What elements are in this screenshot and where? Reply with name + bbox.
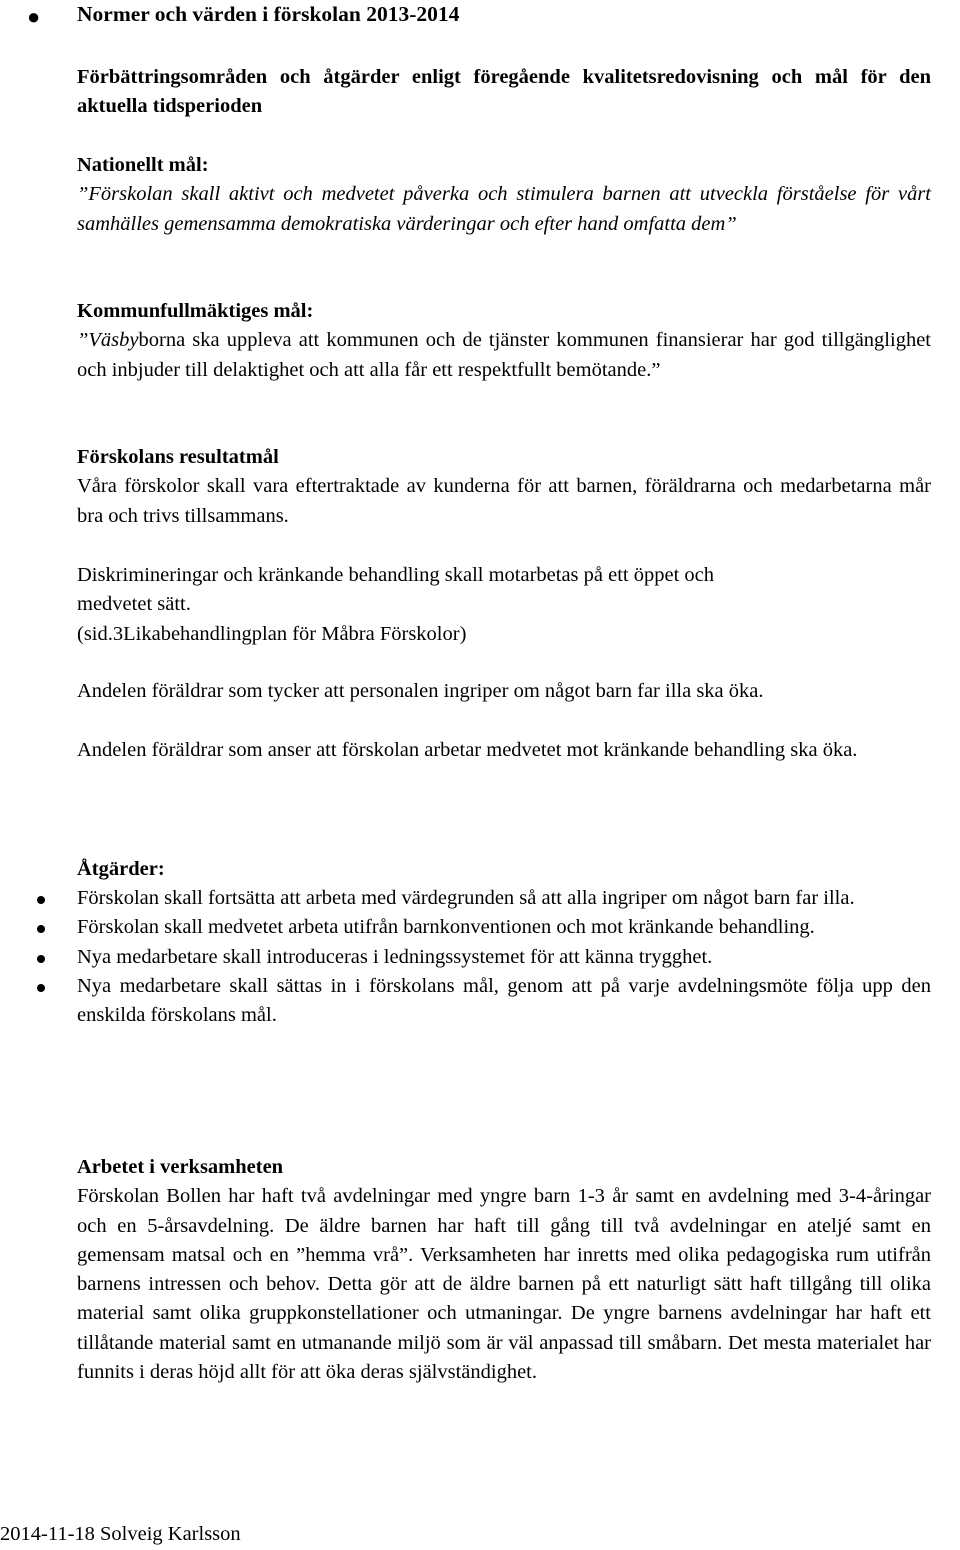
- list-item: [0, 943, 960, 972]
- municipal-goal: [77, 297, 931, 385]
- work-heading: Arbetet i verksamheten: [77, 1156, 284, 1178]
- improvement-heading: Förbättringsområden och åtgärder enligt föregående kvalitetsredovisning och mål för den aktuella tidsperioden: [77, 66, 931, 118]
- title-bullet-icon: ●: [27, 4, 41, 29]
- footer-date-author: 2014-11-18 Solveig Karlsson: [0, 1523, 241, 1545]
- result-goals-p1: Våra förskolor skall vara eftertraktade av kunderna för att barnen, föräldrarna och medarbetarna mår bra och trivs tillsammans.: [77, 475, 931, 527]
- result-goals: [77, 443, 931, 531]
- result-goals-p2-line3: (sid.3Likabehandlingplan för Måbra Förskolor): [77, 622, 467, 645]
- list-item: [0, 913, 960, 942]
- bullet-dot-icon: [37, 896, 45, 904]
- result-goals-p4: Andelen föräldrar som anser att förskolan arbetar medvetet mot kränkande behandling ska öka.: [77, 739, 858, 761]
- action-text: Nya medarbetare skall introduceras i ledningssystemet för att känna trygghet.: [77, 945, 713, 968]
- result-goals-p3: Andelen föräldrar som tycker att personalen ingriper om något barn far illa ska öka.: [77, 680, 764, 702]
- result-goals-p2-line1: Diskrimineringar och kränkande behandling skall motarbetas på ett öppet och: [77, 564, 715, 586]
- work-text: Förskolan Bollen har haft två avdelningar med yngre barn 1-3 år samt en avdelning med 3-4-åringar och en 5-årsavdelning. De äldre barnen har haft till gång till två avdelningar en ateljé samt en gemensam matsal och en ”hemma vrå”. Verksamheten har inretts med olika pedagogiska rum utifrån barnens intressen och behov. Detta gör att de äldre barnen på ett naturligt sätt haft tillgång till olika material samt olika gruppkonstellationer och utmaningar. De yngre barnens avdelningar har haft ett tillåtande material samt en utmanande miljö som är väl anpassad till småbarn. Det mesta materialet har funnits i deras höjd allt för att öka deras självständighet.: [77, 1185, 931, 1384]
- result-goals-p2-line2: medvetet sätt.: [77, 593, 191, 616]
- action-text: Nya medarbetare skall sättas in i förskolans mål, genom att på varje avdelningsmöte följa upp den enskilda förskolans mål.: [77, 974, 931, 1027]
- municipal-goal-label: Kommunfullmäktiges mål:: [77, 300, 314, 322]
- list-item: [0, 884, 960, 913]
- municipal-goal-body: borna ska uppleva att kommunen och de tjänster kommunen finansierar har god tillgänglighet och inbjuder till delaktighet och att alla får ett respektfullt bemötande.”: [77, 329, 931, 381]
- actions-list: [0, 884, 960, 1030]
- list-item: [0, 972, 960, 1031]
- result-goals-heading: Förskolans resultatmål: [77, 446, 279, 468]
- bullet-dot-icon: [37, 925, 45, 933]
- section-title: Normer och värden i förskolan 2013-2014: [77, 2, 460, 26]
- action-text: Förskolan skall fortsätta att arbeta med värdegrunden så att alla ingriper om något barn far illa.: [77, 887, 855, 909]
- national-goal-text: ”Förskolan skall aktivt och medvetet påverka och stimulera barnen att utveckla förståelse för vårt samhälles gemensamma demokratiska värderingar och efter hand omfatta dem”: [77, 183, 931, 235]
- work-section: [77, 1153, 931, 1387]
- actions-heading: Åtgärder:: [77, 858, 165, 880]
- national-goal: [77, 151, 931, 239]
- municipal-goal-italic: ”Väsby: [77, 329, 139, 352]
- result-goals-p2: [77, 561, 931, 649]
- bullet-dot-icon: [37, 955, 45, 963]
- action-text: Förskolan skall medvetet arbeta utifrån barnkonventionen och mot kränkande behandling.: [77, 916, 815, 939]
- bullet-dot-icon: [37, 984, 45, 992]
- municipal-goal-text: [77, 326, 931, 385]
- national-goal-label: Nationellt mål:: [77, 154, 209, 176]
